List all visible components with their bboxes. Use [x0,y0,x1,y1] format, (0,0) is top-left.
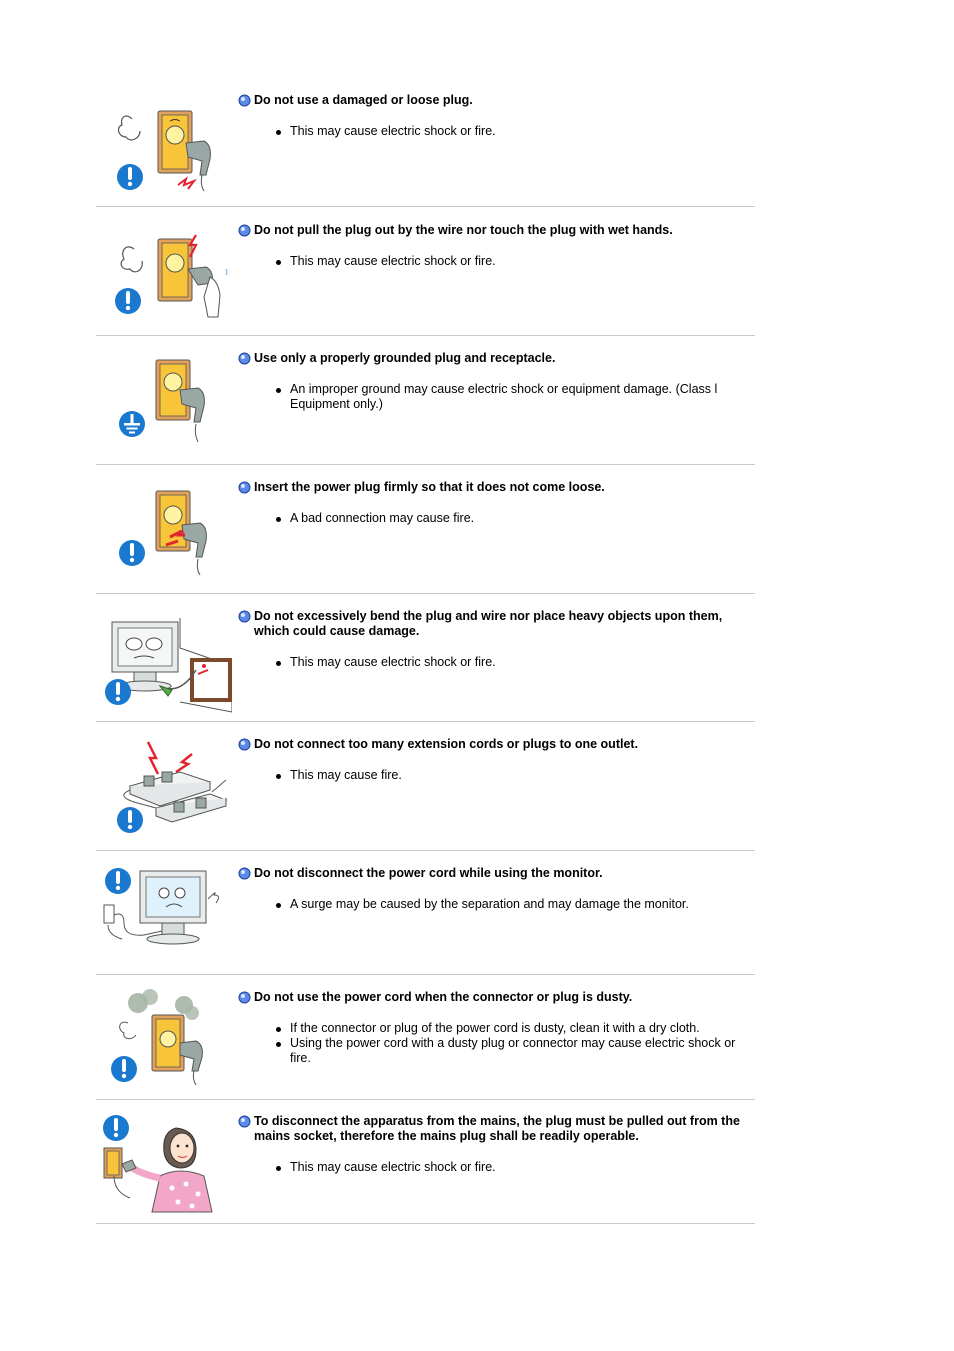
section-items [274,655,754,670]
blue-bullet-icon [238,738,251,751]
list-item: This may cause fire. [274,768,754,783]
section-items [274,382,754,412]
list-item: If the connector or plug of the power cord is dusty, clean it with a dry cloth. [274,1021,754,1036]
safety-section [96,722,755,851]
section-heading: Insert the power plug firmly so that it does not come loose. [238,480,753,495]
list-item: This may cause electric shock or fire. [274,124,754,139]
safety-section [96,465,755,594]
dusty-plug-illustration [100,989,232,1089]
blue-bullet-icon [238,352,251,365]
blue-bullet-icon [238,481,251,494]
blue-bullet-icon [238,991,251,1004]
blue-bullet-icon [238,224,251,237]
section-items [274,768,754,783]
safety-section [96,851,755,975]
section-heading: Do not use a damaged or loose plug. [238,93,753,108]
unplug-monitor-illustration [100,865,232,965]
overloaded-outlet-illustration [100,738,232,838]
section-items [274,897,754,912]
list-item: This may cause electric shock or fire. [274,1160,754,1175]
section-heading: Use only a properly grounded plug and receptacle. [238,351,753,366]
safety-section [96,1100,755,1224]
list-item: This may cause electric shock or fire. [274,655,754,670]
safety-section [96,207,755,336]
list-item: A surge may be caused by the separation and may damage the monitor. [274,897,754,912]
safety-section [96,975,755,1100]
damaged-plug-illustration [100,97,232,197]
section-heading: To disconnect the apparatus from the mains, the plug must be pulled out from the mains socket, therefore the mains plug shall be readily operable. [238,1114,753,1144]
section-heading: Do not pull the plug out by the wire nor touch the plug with wet hands. [238,223,753,238]
section-items [274,124,754,139]
grounded-plug-illustration [100,354,232,454]
wet-hands-plug-illustration [100,229,232,329]
section-heading: Do not disconnect the power cord while using the monitor. [238,866,753,881]
list-item: Using the power cord with a dusty plug or connector may cause electric shock or fire. [274,1036,754,1066]
insert-plug-illustration [100,485,232,585]
list-item: This may cause electric shock or fire. [274,254,754,269]
section-items [274,511,754,526]
blue-bullet-icon [238,867,251,880]
safety-section [96,336,755,465]
section-items [274,1160,754,1175]
section-divider [96,1223,755,1224]
list-item: An improper ground may cause electric shock or equipment damage. (Class l Equipment only.) [274,382,754,412]
list-item: A bad connection may cause fire. [274,511,754,526]
section-items [274,1021,754,1066]
section-heading: Do not excessively bend the plug and wire nor place heavy objects upon them, which could cause damage. [238,609,753,639]
bent-cord-monitor-illustration [100,614,232,714]
woman-unplugging-illustration [100,1114,232,1214]
blue-bullet-icon [238,94,251,107]
safety-section [96,594,755,722]
blue-bullet-icon [238,1115,251,1128]
section-heading: Do not connect too many extension cords or plugs to one outlet. [238,737,753,752]
section-heading: Do not use the power cord when the connector or plug is dusty. [238,990,753,1005]
section-items [274,254,754,269]
safety-section [96,85,755,207]
blue-bullet-icon [238,610,251,623]
